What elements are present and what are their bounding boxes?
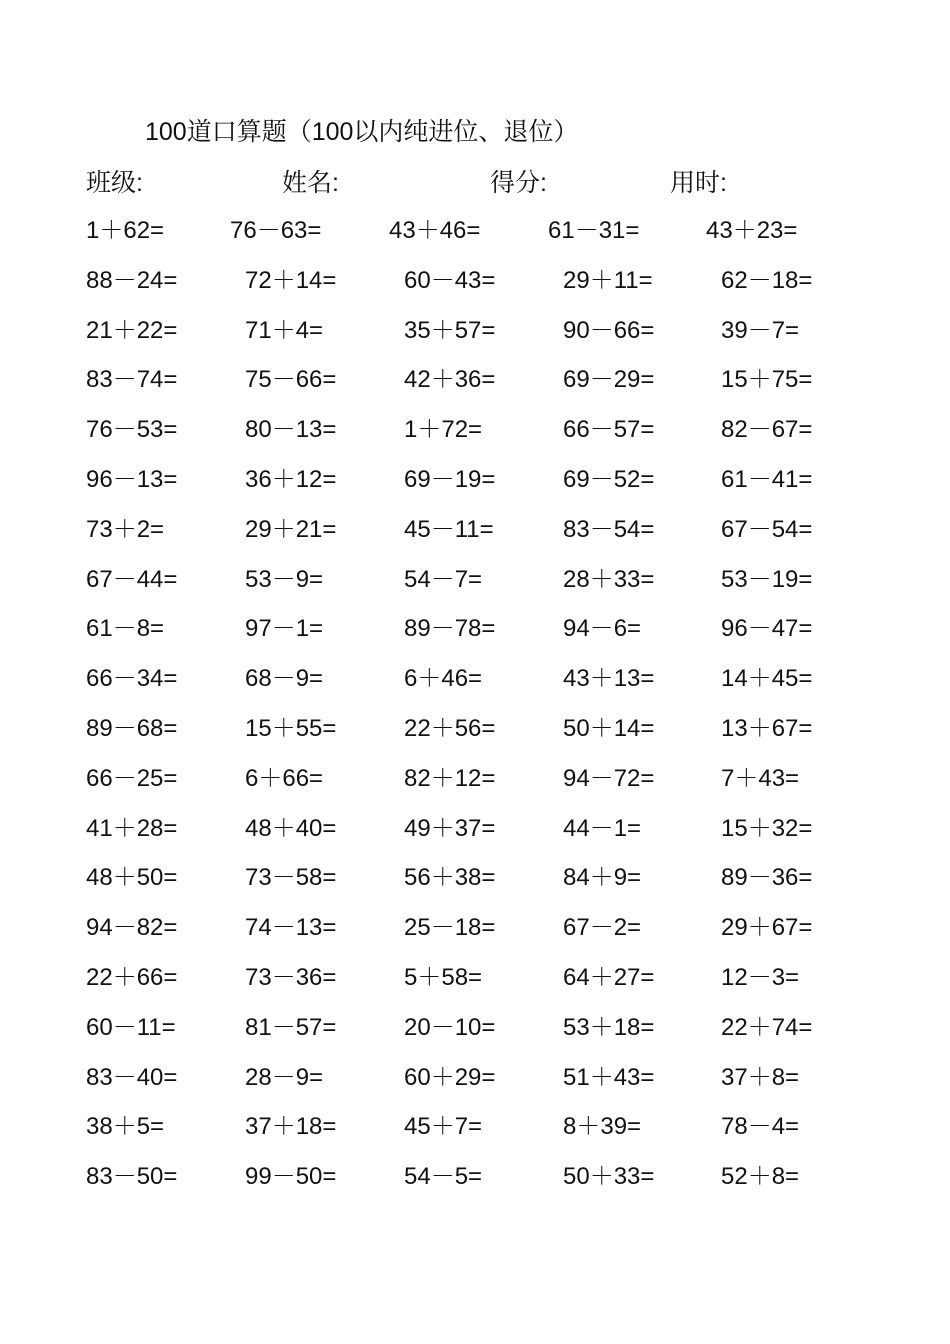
problem-item: 83－50= <box>86 1163 178 1191</box>
problem-item: 54－7= <box>404 565 483 593</box>
problem-item: 82＋12= <box>404 764 496 792</box>
class-label: 班级: <box>86 169 143 197</box>
problem-item: 44－1= <box>563 814 642 842</box>
problem-item: 73＋2= <box>86 515 165 543</box>
problem-item: 69－52= <box>563 466 655 493</box>
problem-item: 41＋28= <box>86 814 178 842</box>
problem-item: 48＋40= <box>245 814 337 842</box>
problem-item: 56＋38= <box>404 864 496 892</box>
problem-item: 48＋50= <box>86 864 178 892</box>
problem-item: 8＋39= <box>563 1113 642 1141</box>
problem-item: 29＋11= <box>563 266 653 294</box>
problem-item: 61－8= <box>86 615 165 643</box>
problem-item: 90－66= <box>563 316 655 344</box>
name-label: 姓名: <box>282 169 339 197</box>
problem-item: 76－63= <box>230 217 322 244</box>
problem-item: 99－50= <box>245 1163 337 1191</box>
problem-item: 25－18= <box>404 914 496 942</box>
problem-item: 39－7= <box>721 316 800 344</box>
problem-item: 14＋45= <box>721 665 813 693</box>
problem-item: 22＋74= <box>721 1013 813 1041</box>
problem-item: 53－19= <box>721 565 813 593</box>
problem-item: 76－53= <box>86 416 178 444</box>
problem-item: 54－5= <box>404 1163 483 1191</box>
problem-item: 89－36= <box>721 864 813 892</box>
problem-item: 28－9= <box>245 1063 324 1091</box>
problem-item: 74－13= <box>245 914 337 942</box>
problem-item: 5＋58= <box>404 964 483 991</box>
problem-item: 53＋18= <box>563 1013 655 1041</box>
problem-item: 22＋56= <box>404 715 496 742</box>
problem-item: 66－57= <box>563 416 655 444</box>
problem-item: 89－78= <box>404 615 496 643</box>
problem-item: 38＋5= <box>86 1113 165 1141</box>
problem-item: 42＋36= <box>404 366 496 394</box>
problem-item: 35＋57= <box>404 316 496 344</box>
problem-item: 49＋37= <box>404 814 496 842</box>
problem-item: 80－13= <box>245 416 337 444</box>
problem-item: 73－36= <box>245 964 337 991</box>
problem-item: 45－11= <box>404 515 494 543</box>
problem-item: 36＋12= <box>245 466 337 493</box>
problem-item: 67－54= <box>721 515 813 543</box>
problem-item: 50＋14= <box>563 715 655 742</box>
problem-item: 43＋46= <box>389 217 481 244</box>
problem-item: 60－43= <box>404 266 496 294</box>
problem-item: 60＋29= <box>404 1063 496 1091</box>
problem-item: 73－58= <box>245 864 337 892</box>
problem-item: 1＋62= <box>86 217 165 244</box>
problem-item: 81－57= <box>245 1013 337 1041</box>
problem-item: 94－72= <box>563 764 655 792</box>
problem-item: 64＋27= <box>563 964 655 991</box>
problem-item: 21＋22= <box>86 316 178 344</box>
problem-item: 72＋14= <box>245 266 337 294</box>
problem-item: 20－10= <box>404 1013 496 1041</box>
problem-item: 82－67= <box>721 416 813 444</box>
problem-item: 69－29= <box>563 366 655 394</box>
problem-item: 29＋67= <box>721 914 813 942</box>
problem-item: 60－11= <box>86 1013 176 1041</box>
problem-item: 7＋43= <box>721 764 800 792</box>
problem-item: 37＋18= <box>245 1113 337 1141</box>
problem-item: 83－74= <box>86 366 178 394</box>
problem-item: 71＋4= <box>245 316 324 344</box>
problem-item: 15＋32= <box>721 814 813 842</box>
problem-item: 53－9= <box>245 565 324 593</box>
problem-item: 15＋75= <box>721 366 813 394</box>
worksheet-title: 100道口算题（100以内纯进位、退位） <box>145 118 579 146</box>
problem-item: 66－34= <box>86 665 178 693</box>
problem-item: 67－44= <box>86 565 178 593</box>
problem-item: 37＋8= <box>721 1063 800 1091</box>
problem-item: 68－9= <box>245 665 324 693</box>
problem-item: 94－6= <box>563 615 642 643</box>
problem-item: 84＋9= <box>563 864 642 892</box>
problem-item: 97－1= <box>245 615 324 643</box>
problem-item: 75－66= <box>245 366 337 394</box>
problem-item: 45＋7= <box>404 1113 483 1141</box>
problem-item: 89－68= <box>86 715 178 742</box>
problem-item: 43＋13= <box>563 665 655 693</box>
score-label: 得分: <box>490 169 547 197</box>
problem-item: 6＋46= <box>404 665 483 693</box>
problem-item: 78－4= <box>721 1113 800 1141</box>
problem-item: 96－47= <box>721 615 813 643</box>
problem-item: 43＋23= <box>706 217 798 244</box>
problem-item: 1＋72= <box>404 416 483 444</box>
problem-item: 69－19= <box>404 466 496 493</box>
problem-item: 94－82= <box>86 914 178 942</box>
problem-item: 29＋21= <box>245 515 337 543</box>
problem-item: 13＋67= <box>721 715 813 742</box>
problem-item: 15＋55= <box>245 715 337 742</box>
problem-item: 62－18= <box>721 266 813 294</box>
problem-item: 12－3= <box>721 964 800 991</box>
problem-item: 61－31= <box>548 217 640 244</box>
problem-item: 28＋33= <box>563 565 655 593</box>
problem-item: 50＋33= <box>563 1163 655 1191</box>
problem-item: 52＋8= <box>721 1163 800 1191</box>
problem-item: 6＋66= <box>245 764 324 792</box>
problem-item: 51＋43= <box>563 1063 655 1091</box>
problem-item: 67－2= <box>563 914 642 942</box>
problem-item: 66－25= <box>86 764 178 792</box>
problem-item: 96－13= <box>86 466 178 493</box>
problem-item: 22＋66= <box>86 964 178 991</box>
problem-item: 88－24= <box>86 266 178 294</box>
time-label: 用时: <box>670 169 727 197</box>
problem-item: 61－41= <box>721 466 813 493</box>
problem-item: 83－40= <box>86 1063 178 1091</box>
problem-item: 83－54= <box>563 515 655 543</box>
